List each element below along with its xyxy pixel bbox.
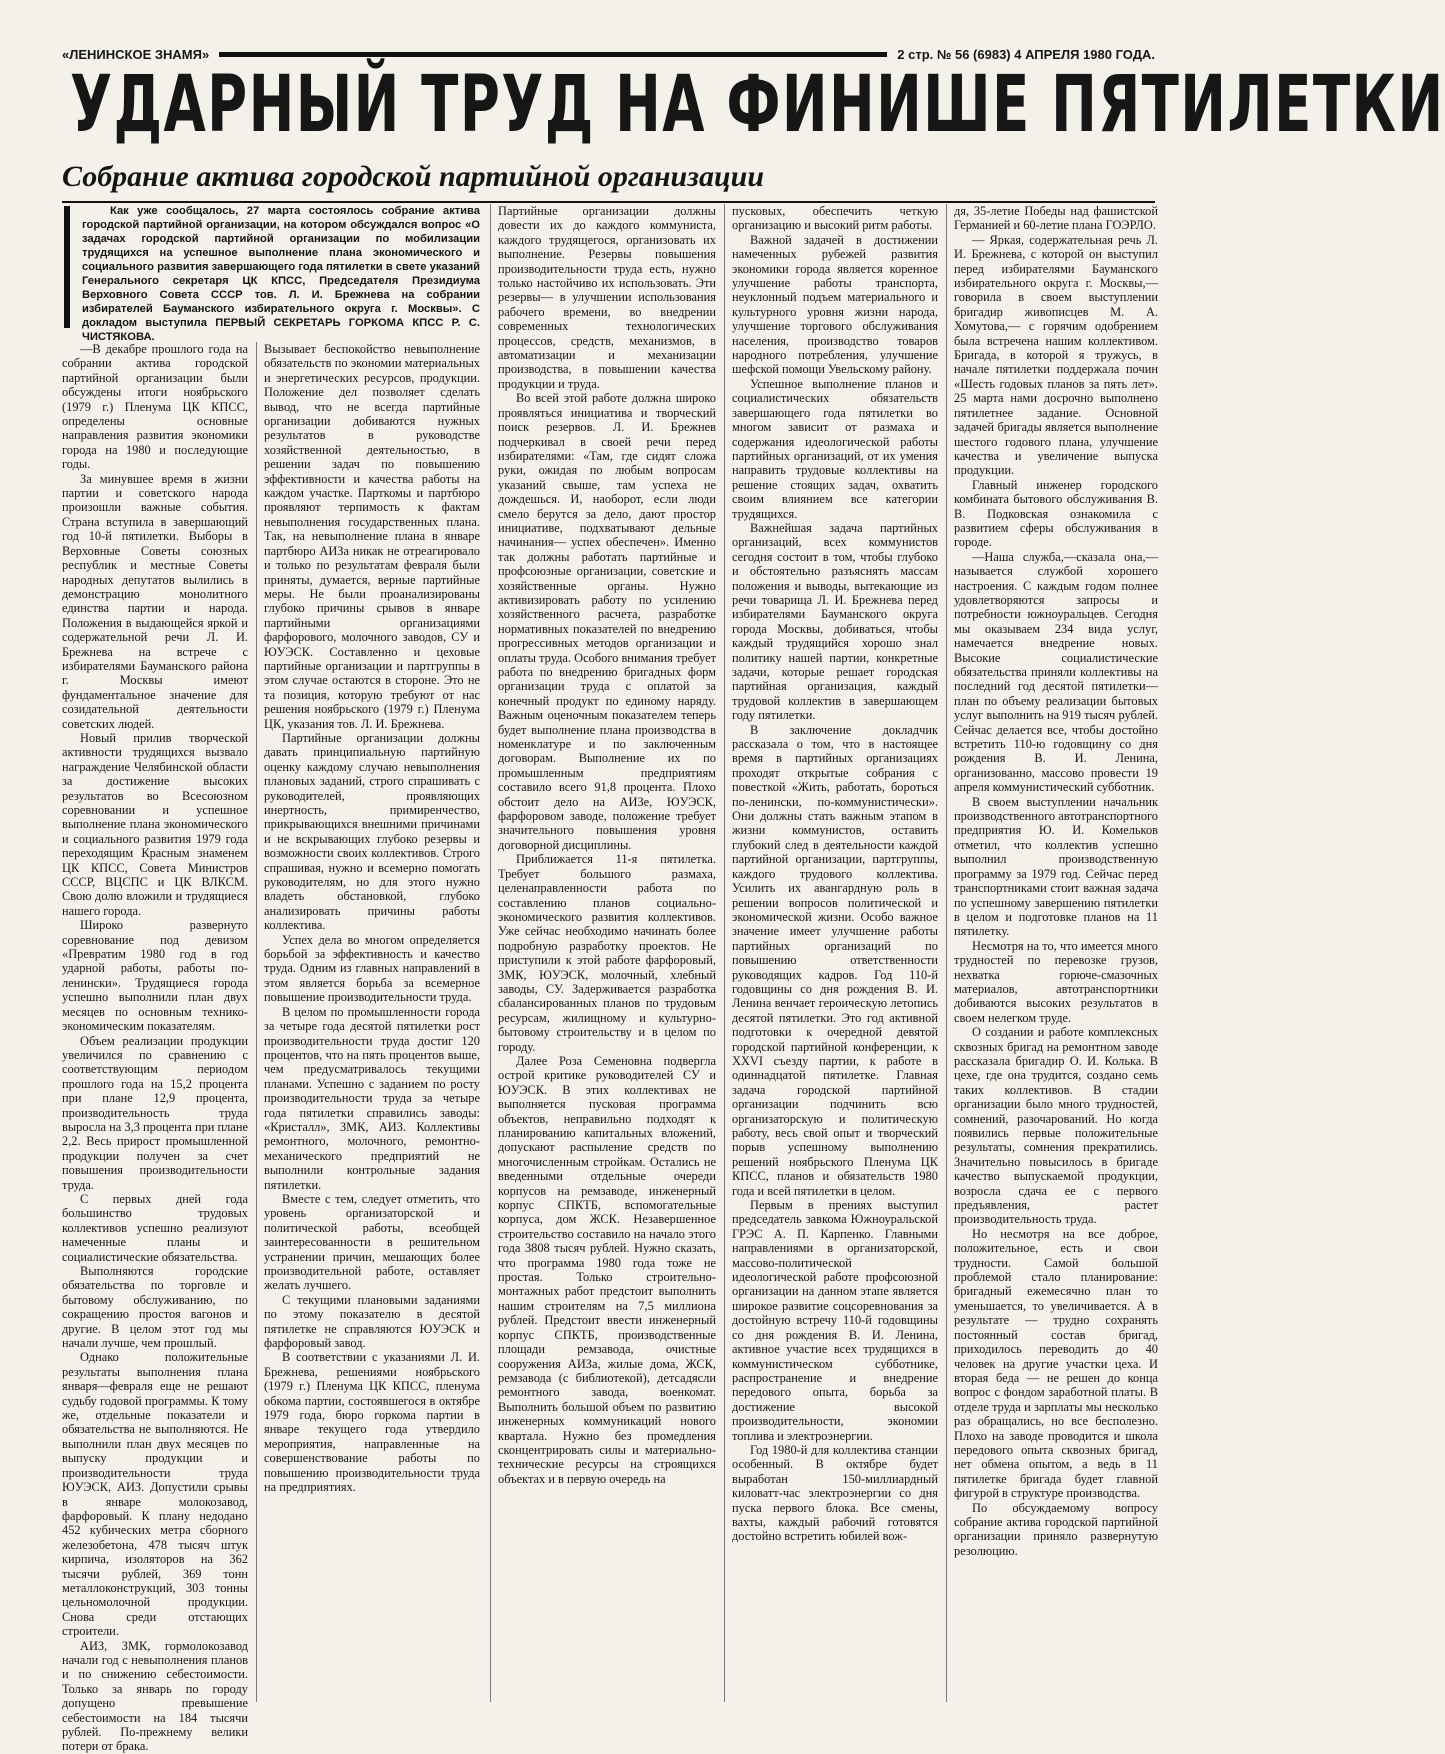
paragraph: Объем реализации продукции увеличился по сравнению с соответствующим периодом прошлого года на 15,2 процента при плане 12,9 процента, производительность труда выросла на 3,3 процента при плане 2,2. Весь прирост промышленной продукции получен за счет повышения производительности труда. (62, 1033, 248, 1192)
paragraph: С текущими плановыми заданиями по этому показателю в десятой пятилетке не справляются ЮУЭСК и фарфоровый завод. (264, 1292, 480, 1351)
paragraph: дя, 35-летие Победы над фашистской Германией и 60-летие плана ГОЭРЛО. (954, 204, 1158, 233)
intro-bar (64, 206, 70, 328)
text-column-3 (498, 204, 716, 1702)
paragraph: Вместе с тем, следует отметить, что уровень организаторской и политической работы, всеобщей заинтересованности в решительном устранении причин, мешающих более производительной работе, оставляет желать лучшего. (264, 1191, 480, 1293)
paragraph: пусковых, обеспечить четкую организацию и высокий ритм работы. (732, 204, 938, 233)
text-column-5 (954, 204, 1158, 1702)
paragraph: Приближается 11-я пятилетка. Требует большого размаха, целенаправленности работа по составлению планов социально-экономического развития коллективов. Уже сейчас необходимо начинать более подробную разработку проектов. Не приступили к этой работе фарфоровый, ЗМК, ЮУЭСК, молочный, хлебный заводы, СУ. Задерживается разработка сбалансированных планов по трудовым ресурсам, жилищному и культурно-бытовому строительству и в целом по городу. (498, 852, 716, 1054)
paragraph: Далее Роза Семеновна подвергла острой критике руководителей СУ и ЮУЭСК. В этих коллективах не выполняется пусковая программа объектов, неправильно подходят к планированию капитальных вложений, допускают распыление средств по многочисленным стройкам. Остались не введенными отдельные очереди корпусов на ремзаводе, инженерный корпус СПКТБ, вспомогательные корпуса, дом ЖСК. Незавершенное строительство составило на начало этого года 3808 тысяч рублей. Нужно сказать, что программа 1980 года тоже не простая. Только строительно-монтажных работ предстоит выполнить нашим строителям на 7,5 миллиона рублей. Предстоит ввести инженерный корпус СПКТБ, производственные площади ремзавода, очистные сооружения АИЗа, жилые дома, ЖСК, ремзавода (с библиотекой), детсадясли ремонтного завода, военкомат. Выполнить большой объем по развитию инженерных коммуникаций нового квартала. Нужно без промедления сконцентрировать силы и материально-технические ресурсы на строящихся объектах и в первую очередь на (498, 1053, 716, 1486)
paragraph: С первых дней года большинство трудовых коллективов успешно реализуют намеченные планы и социалистические обязательства. (62, 1191, 248, 1264)
headline: УДАРНЫЙ ТРУД НА ФИНИШЕ ПЯТИЛЕТКИ (70, 60, 1445, 150)
paragraph: В соответствии с указаниями Л. И. Брежнева, решениями ноябрьского (1979 г.) Пленума ЦК КПСС, пленума обкома партии, состоявшегося в октябре 1979 года, бюро горкома партии в январе текущего года утвердило мероприятия, направленные на совершенствование работы по повышению производительности труда на предприятиях. (264, 1350, 480, 1495)
paragraph: В заключение докладчик рассказала о том, что в настоящее время в партийных организациях проходят открытые собрания с повесткой «Жить, работать, бороться по-ленински, по-коммунистически». Они должны стать важным этапом в жизни коммунистов, оставить глубокий след в деятельности каждой партийной организации, партгруппы, каждого трудового коллектива. Усилить их авангардную роль в решении вопросов политической и экономической жизни. Особо важное значение имеет улучшение работы партийных организаций по повышению ответственности руководящих кадров. Год 110-й годовщины со дня рождения В. И. Ленина венчает героическую летопись десятой пятилетки. Это год активной подготовки к очередной девятой городской партийной конференции, к XXVI съезду партии, к работе в одиннадцатой пятилетке. Главная задача городской партийной организации подчинить всю организаторскую и политическую работу, весь свой опыт и творческий порыв успешному выполнению решений ноябрьского Пленума ЦК КПСС, планов и обязательств 1980 года и всей пятилетки в целом. (732, 722, 938, 1198)
paragraph: Вызывает беспокойство невыполнение обязательств по экономии материальных и энергетических ресурсов, продукции. Положение дел позволяет сделать вывод, что не всегда партийные организации добиваются нужных результатов в руководстве хозяйственной деятельностью, в решении задач по повышению эффективности и качества работы на каждом участке. Парткомы и партбюро проявляют терпимость к фактам невыполнения государственных плана. Так, на невыполнение плана в январе партбюро АИЗа никак не отреагировало и только по результатам февраля были приняты, думается, верные партийные меры. Не были проанализированы глубоко причины срывов в январе партийными организациями фарфорового, молочного заводов, СУ и ЮУЭСК. Составленно и цеховые партийные организации и партгруппы в этом случае остаются в стороне. Это не та позиция, которую требуют от нас решения ноябрьского (1979 г.) Пленума ЦК, указания тов. Л. И. Брежнева. (264, 342, 480, 731)
paragraph: Выполняются городские обязательства по торговле и бытовому обслуживанию, по сокращению простоя вагонов и другие. В целом этот год мы начали лучше, чем прошлый. (62, 1264, 248, 1351)
issue-info: 2 стр. № 56 (6983) 4 АПРЕЛЯ 1980 ГОДА. (897, 46, 1155, 62)
paragraph: Главный инженер городского комбината бытового обслуживания В. В. Подковская ознакомила с развитием сферы обслуживания в городе. (954, 477, 1158, 550)
paragraph: О создании и работе комплексных сквозных бригад на ремонтном заводе рассказала бригадир О. И. Колька. В цехе, где она трудится, создано семь таких коллективов. В стадии организации было много трудностей, сомнений, разочарований. Но когда появились первые положительные результаты, сомнения прекратились. Значительно повысилось в бригаде качество выпускаемой продукции, возросла сдача ее с первого предъявления, растет производительность труда. (954, 1025, 1158, 1227)
subheadline: Собрание актива городской партийной организации (62, 160, 764, 193)
paragraph: Первым в прениях выступил председатель завкома Южноуральской ГРЭС А. П. Карпенко. Главными направлениями в организаторской, массово-политической идеологической работе профсоюзной организации на данном этапе является широкое развитие соцсоревнования за достойную встречу 110-й годовщины со дня рождения В. И. Ленина, активное участие всех трудящихся в коммунистическом субботнике, распространение и внедрение передового опыта, борьба за достижение высокой производительности, экономии топлива и электроэнергии. (732, 1198, 938, 1443)
paragraph: Год 1980-й для коллектива станции особенный. В октябре будет выработан 150-миллиардный киловатт-час электроэнергии со дня пуска первого блока. Все смены, вахты, каждый рабочий готовятся достойно встретить юбилей вож- (732, 1442, 938, 1544)
column-divider (946, 204, 947, 1702)
paragraph: — Яркая, содержательная речь Л. И. Брежнева, с которой он выступил перед избирателями Бауманского избирательного округа г. Москвы,— говорила в своем выступлении бригадир живописцев М. А. Хомутова,— с горячим одобрением была встречена нашим коллективом. Бригада, в которой я тружусь, в начале пятилетки поддержала почин «Шесть годовых планов за пять лет». 25 марта нами досрочно выполнено пятилетнее задание. Основной задачей бригады является выполнение шестого годового плана, улучшение качества и увеличение выпуска продукции. (954, 232, 1158, 478)
column-divider (490, 204, 491, 1702)
column-divider (724, 204, 725, 1702)
paragraph: В целом по промышленности города за четыре года десятой пятилетки рост производительности труда достиг 120 процентов, что на пять процентов выше, чем предусматривалось текущими планами. Успешно с заданием по росту производительности труда за четыре года пятилетки справились заводы: «Кристалл», ЗМК, АИЗ. Коллективы ремонтного, молочного, ремонтно-механического предприятий не выполнили контрольные задания пятилетки. (264, 1004, 480, 1192)
subhead-rule (62, 201, 1155, 203)
newspaper-name: «ЛЕНИНСКОЕ ЗНАМЯ» (62, 46, 210, 62)
paragraph: АИЗ, ЗМК, гормолокозавод начали год с невыполнения планов и по снижению себестоимости. Только за январь по городу допущено превышение себестоимости на 184 тысячи рублей. По-прежнему велики потери от брака. (62, 1638, 248, 1754)
column-divider (256, 342, 257, 1702)
paragraph: Важнейшая задача партийных организаций, всех коммунистов сегодня состоит в том, чтобы глубоко и обстоятельно разъяснять массам положения и выводы, вытекающие из речи товарища Л. И. Брежнева перед избирателями Бауманского округа города Москвы, добиваться, чтобы каждый трудящийся хорошо знал политику нашей партии, конкретные задачи, которые решает городская партийная организация, каждый трудовой коллектив в завершающем году пятилетки. (732, 520, 938, 723)
paragraph: —В декабре прошлого года на собрании актива городской партийной организации были обсуждены итоги ноябрьского (1979 г.) Пленума ЦК КПСС, определены основные направления развития экономики города на 1980 и последующие годы. (62, 342, 248, 472)
paragraph: За минувшее время в жизни партии и советского народа произошли важные события. Страна вступила в завершающий год 10-й пятилетки. Выборы в Верховные Советы союзных республик и местные Советы народных депутатов вылились в демонстрацию монолитного единства партии и народа. Положения в выдающейся яркой и содержательной речи Л. И. Брежнева на встрече с избирателями Бауманского района г. Москвы имеют фундаментальное значение для созидательной деятельности советских людей. (62, 471, 248, 731)
paragraph: —Наша служба,—сказала она,— называется службой хорошего настроения. С каждым годом полнее удовлетворяются запросы и потребности южноуральцев. Сегодня мы оказываем 234 вида услуг, намечается внедрение новых. Высокие социалистические обязательства приняли коллективы на последний год десятой пятилетки— план по объему реализации бытовых услуг выполнить на 919 тысяч рублей. Сейчас делается все, чтобы достойно встретить 110-ю годовщину со дня рождения В. И. Ленина, организованно, массово провести 19 апреля коммунистический субботник. (954, 549, 1158, 795)
paragraph: Широко развернуто соревнование под девизом «Превратим 1980 год в год ударной работы, работы по-ленински». Трудящиеся города успешно выполнили план двух месяцев по основным технико-экономическим показателям. (62, 918, 248, 1034)
paragraph: Успех дела во многом определяется борьбой за эффективность и качество труда. Одним из главных направлений в этом является борьба за всемерное повышение производительности труда. (264, 932, 480, 1005)
paragraph: Во всей этой работе должна широко проявляться инициатива и творческий поиск резервов. Л. И. Брежнев подчеркивал в своей речи перед избирателями: «Там, где сидят сложа руки, ожидая по любым вопросам указаний свыше, там успеха не дождешься. И, наоборот, если люди смело берутся за дело, дают простор инициативе, подхватывают дельные начинания— успех обеспечен». Именно так должны работать партийные и профсоюзные организации, советские и хозяйственные органы. Нужно активизировать работу по усилению хозяйственного расчета, разработке нормативных показателей по внедрению прогрессивных методов организации и оплаты труда. Особого внимания требует работа по внедрению бригадных форм организации труда с оплатой за конечный продукт по единому наряду. Важным оценочным показателем теперь будет выполнение плана производства в номенклатуре и по заключенным договорам. Выполнение их по промышленным предприятиям составило всего 91,8 процента. Плохо обстоит дело на АИЗе, ЮУЭСК, фарфоровом заводе, положение требует значительного повышения уровня договорной дисциплины. (498, 391, 716, 852)
paragraph: Партийные организации должны довести их до каждого коммуниста, каждого трудящегося, организовать их выполнение. Резервы повышения производительности труда есть, нужно только настойчиво их использовать. Эти резервы— в улучшении использования рабочего времени, во внедрении современных технологических процессов, средств, механизмов, в автоматизации и механизации производства, в повышении качества продукции и труда. (498, 204, 716, 391)
paragraph: Партийные организации должны давать принципиальную партийную оценку каждому случаю невыполнения плановых заданий, строго спрашивать с руководителей, проявляющих инертность, примиренчество, прикрывающихся внешними причинами и не вскрывающих глубоко резервы и возможности своих коллективов. Строго спрашивая, нужно и всемерно помогать руководителям, но для этого нужно владеть обстановкой, глубоко анализировать причины работы коллектива. (264, 730, 480, 933)
text-column-1 (62, 342, 248, 1754)
paragraph: Новый прилив творческой активности трудящихся вызвало награждение Челябинской области за достижение высоких результатов во Всесоюзном соревновании и успешное выполнение плана экономического и социального развития 1979 года переходящим Красным знаменем ЦК КПСС, Совета Министров СССР, ВЦСПС и ЦК ВЛКСМ. Свою долю вложили и трудящиеся нашего города. (62, 730, 248, 918)
masthead-rule (219, 52, 887, 57)
paragraph: Несмотря на то, что имеется много трудностей по перевозке грузов, нехватка горюче-смазочных материалов, автотранспортники добиваются высоких результатов в своем нелегком труде. (954, 938, 1158, 1025)
paragraph: В своем выступлении начальник производственного автотранспортного предприятия Ю. И. Комельков отметил, что коллектив успешно выполнил производственную программу за 1979 год. Сейчас перед транспортниками стоит важная задача по успешному завершению пятилетки в целом и подготовке планов на 11 пятилетку. (954, 794, 1158, 939)
paragraph: Успешное выполнение планов и социалистических обязательств завершающего года пятилетки во многом зависит от размаха и содержания идеологической работы партийных организаций, от их умения направить трудовые коллективы на решение стоящих задач, охватить своим влиянием все категории трудящихся. (732, 376, 938, 521)
text-column-2 (264, 342, 480, 1702)
paragraph: Важной задачей в достижении намеченных рубежей развития экономики города является коренное улучшение работы транспорта, неуклонный подъем материального и культурного уровня жизни народа, улучшение торгового обслуживания населения, производство товаров народного потребления, улучшение шефской помощи Увельскому району. (732, 232, 938, 377)
paragraph: По обсуждаемому вопросу собрание актива городской партийной организации приняло развернутую резолюцию. (954, 1500, 1158, 1558)
paragraph: Но несмотря на все доброе, положительное, есть и свои трудности. Самой большой проблемой стало планирование: бригадный ежемесячно план то уменьшается, то увеличивается. А в результате — трудно сохранять постоянный состав бригад, приходилось переводить до 40 человек на другие участки цеха. И вторая беда — не решен до конца вопрос с фондом заработной платы. В отделе труда и зарплаты мы несколько раз обращались, но все бесполезно. Плохо на заводе проводится и школа передового опыта сквозных бригад, нет обмена опытом, а ведь в 11 пятилетке бригада будет главной фигурой в структуре производства. (954, 1226, 1158, 1501)
paragraph: Однако положительные результаты выполнения плана января—февраля еще не решают судьбу годовой программы. К тому же, отдельные показатели и обязательства не выполняются. Не выполнили план двух месяцев по выпуску продукции и производительности труда ЮУЭСК, АИЗ. Допустили срывы в январе молокозавод, фарфоровый. К плану недодано 452 кубических метра сборного железобетона, 478 тысяч штук кирпича, изоляторов на 362 тысячи рублей, 369 тонн металлоконструкций, 303 тонны цельномолочной продукции. Снова среди отстающих строители. (62, 1350, 248, 1639)
intro-paragraph: Как уже сообщалось, 27 марта состоялось собрание актива городской партийной организации, на котором обсуждался вопрос «О задачах городской партийной организации по мобилизации трудящихся на успешное выполнение плана экономического и социального развития завершающего года пятилетки в свете указаний Генерального секретаря ЦК КПСС, Председателя Президиума Верховного Совета СССР тов. Л. И. Брежнева на собрании избирателей Бауманского избирательного округа г. Москвы». С докладом выступила ПЕРВЫЙ СЕКРЕТАРЬ ГОРКОМА КПСС Р. С. ЧИСТЯКОВА. (82, 205, 480, 343)
text-column-4 (732, 204, 938, 1702)
